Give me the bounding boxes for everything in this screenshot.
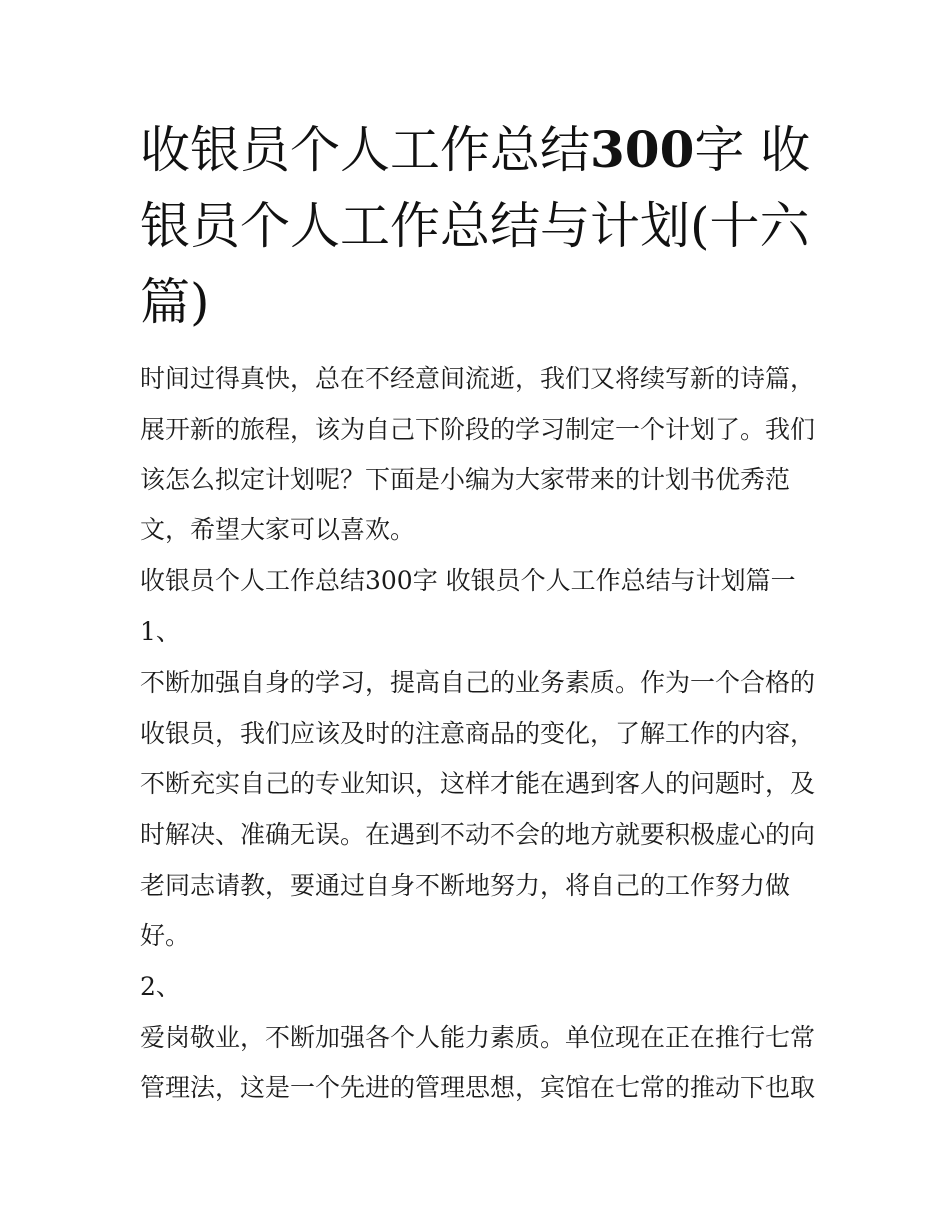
title-part-2: 字 收银员个人工作总结与计划(十六篇): [140, 121, 811, 331]
item-1-line-2: 收银员，我们应该及时的注意商品的变化，了解工作的内容，: [140, 719, 816, 748]
document-title: [140, 112, 820, 340]
intro-line-2: 展开新的旅程，该为自己下阶段的学习制定一个计划了。我们: [140, 415, 816, 444]
title-part-1: 收银员个人工作总结: [140, 121, 590, 179]
item-2-line-2: 管理法，这是一个先进的管理思想，宾馆在七常的推动下也取: [140, 1073, 816, 1102]
title-number: 300: [590, 120, 695, 179]
item-number-1: 1、: [140, 617, 181, 646]
item-2-line-1: 爱岗敬业，不断加强各个人能力素质。单位现在正在推行七常: [140, 1023, 816, 1052]
section-heading: 收银员个人工作总结300字 收银员个人工作总结与计划篇一: [140, 566, 796, 595]
item-1-line-6: 好。: [140, 921, 191, 950]
item-1-line-1: 不断加强自身的学习，提高自己的业务素质。作为一个合格的: [140, 668, 816, 697]
item-1-line-5: 老同志请教，要通过自身不断地努力，将自己的工作努力做: [140, 871, 791, 900]
item-1-line-4: 时解决、准确无误。在遇到不动不会的地方就要积极虚心的向: [140, 820, 816, 849]
intro-line-3: 该怎么拟定计划呢？下面是小编为大家带来的计划书优秀范: [140, 465, 791, 494]
item-1-line-3: 不断充实自己的专业知识，这样才能在遇到客人的问题时，及: [140, 769, 816, 798]
intro-line-1: 时间过得真快，总在不经意间流逝，我们又将续写新的诗篇，: [140, 364, 816, 393]
item-number-2: 2、: [140, 972, 181, 1001]
intro-line-4: 文，希望大家可以喜欢。: [140, 515, 416, 544]
